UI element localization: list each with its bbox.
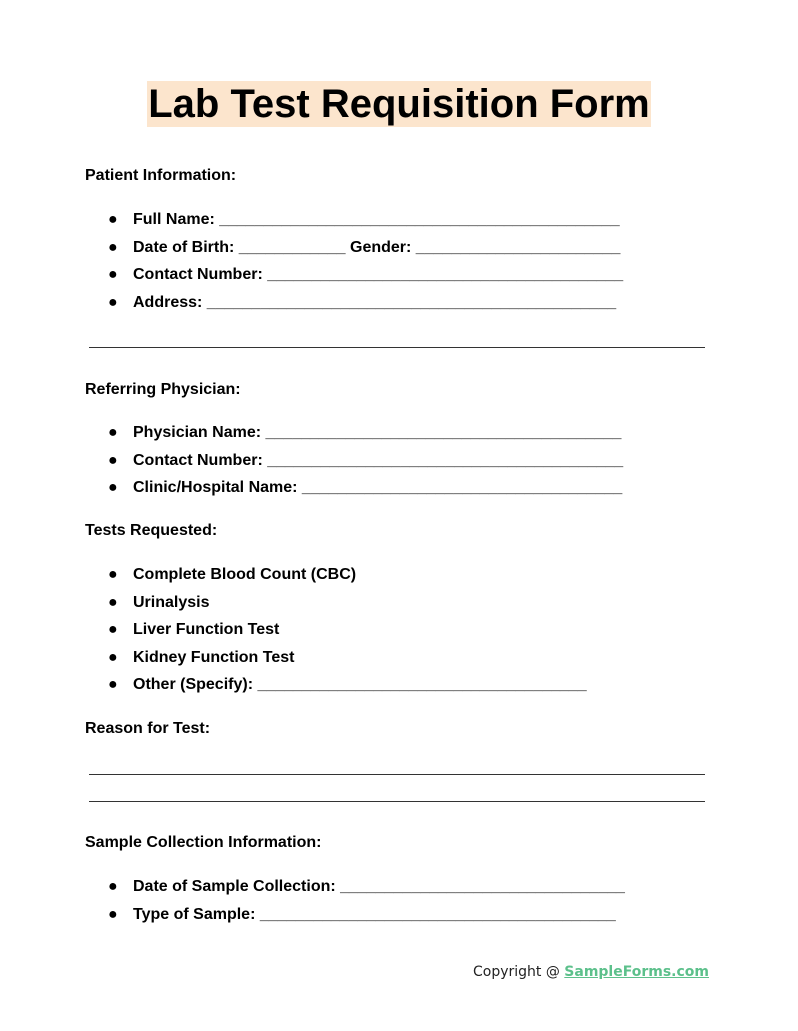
list-item-clinic-hospital[interactable] — [0, 478, 623, 506]
bullet-icon: ● — [108, 648, 118, 666]
bullet-icon: ● — [108, 266, 118, 283]
sample-collection-list — [0, 877, 625, 932]
brand-link[interactable]: SampleForms.com — [564, 964, 709, 980]
list-item-label: Kidney Function Test — [133, 648, 295, 666]
list-item-date-of-birth[interactable] — [0, 238, 623, 266]
list-item-sample-date[interactable] — [0, 877, 625, 905]
bullet-icon: ● — [108, 293, 118, 311]
patient-information-heading: Patient Information: — [85, 167, 237, 184]
title-container — [0, 81, 798, 127]
bullet-icon: ● — [108, 621, 118, 638]
bullet-icon: ● — [108, 566, 118, 583]
bullet-icon: ● — [108, 424, 118, 441]
bullet-icon: ● — [108, 479, 118, 496]
list-item-liver-function[interactable] — [0, 620, 587, 648]
page-title: Lab Test Requisition Form — [148, 82, 650, 126]
list-item-label: Date of Birth: ____________ Gender: _______________________ — [133, 238, 621, 256]
bullet-icon: ● — [108, 238, 118, 256]
reason-line-2[interactable] — [89, 801, 705, 802]
reason-line-1[interactable] — [89, 774, 705, 775]
list-item-label: Clinic/Hospital Name: ____________________________________ — [133, 479, 623, 496]
list-item-urinalysis[interactable] — [0, 593, 587, 621]
list-item-label: Full Name: _____________________________________________ — [133, 211, 620, 228]
sample-collection-heading: Sample Collection Information: — [85, 834, 322, 851]
list-item-cbc[interactable] — [0, 565, 587, 593]
list-item-contact-number[interactable] — [0, 265, 623, 293]
list-item-label: Liver Function Test — [133, 621, 280, 638]
reason-for-test-heading: Reason for Test: — [85, 720, 211, 737]
bullet-icon: ● — [108, 676, 118, 693]
referring-physician-heading: Referring Physician: — [85, 381, 241, 398]
list-item-physician-name[interactable] — [0, 423, 623, 451]
bullet-icon: ● — [108, 593, 118, 611]
list-item-label: Urinalysis — [133, 593, 210, 611]
bullet-icon: ● — [108, 211, 118, 228]
list-item-label: Other (Specify): _____________________________________ — [133, 676, 587, 693]
tests-requested-heading: Tests Requested: — [85, 522, 218, 539]
list-item-label: Complete Blood Count (CBC) — [133, 566, 357, 583]
list-item-other-specify[interactable] — [0, 675, 587, 703]
bullet-icon: ● — [108, 878, 118, 895]
list-item-label: Contact Number: ________________________________________ — [133, 451, 624, 469]
list-item-label: Type of Sample: ________________________________________ — [133, 905, 616, 923]
list-item-full-name[interactable] — [0, 210, 623, 238]
list-item-label: Contact Number: ________________________________________ — [133, 266, 624, 283]
list-item-physician-contact[interactable] — [0, 451, 623, 479]
list-item-kidney-function[interactable] — [0, 648, 587, 676]
list-item-label: Physician Name: ________________________________________ — [133, 424, 622, 441]
copyright-footer — [473, 962, 709, 982]
list-item-label: Address: ______________________________________________ — [133, 293, 617, 311]
address-continuation-line[interactable] — [89, 347, 705, 348]
patient-information-list — [0, 210, 623, 320]
list-item-address[interactable] — [0, 293, 623, 321]
list-item-sample-type[interactable] — [0, 905, 625, 933]
referring-physician-list — [0, 423, 623, 506]
bullet-icon: ● — [108, 905, 118, 923]
bullet-icon: ● — [108, 451, 118, 469]
tests-requested-list — [0, 565, 587, 703]
list-item-label: Date of Sample Collection: ________________________________ — [133, 878, 625, 895]
copyright-text: Copyright @ — [472, 964, 565, 980]
